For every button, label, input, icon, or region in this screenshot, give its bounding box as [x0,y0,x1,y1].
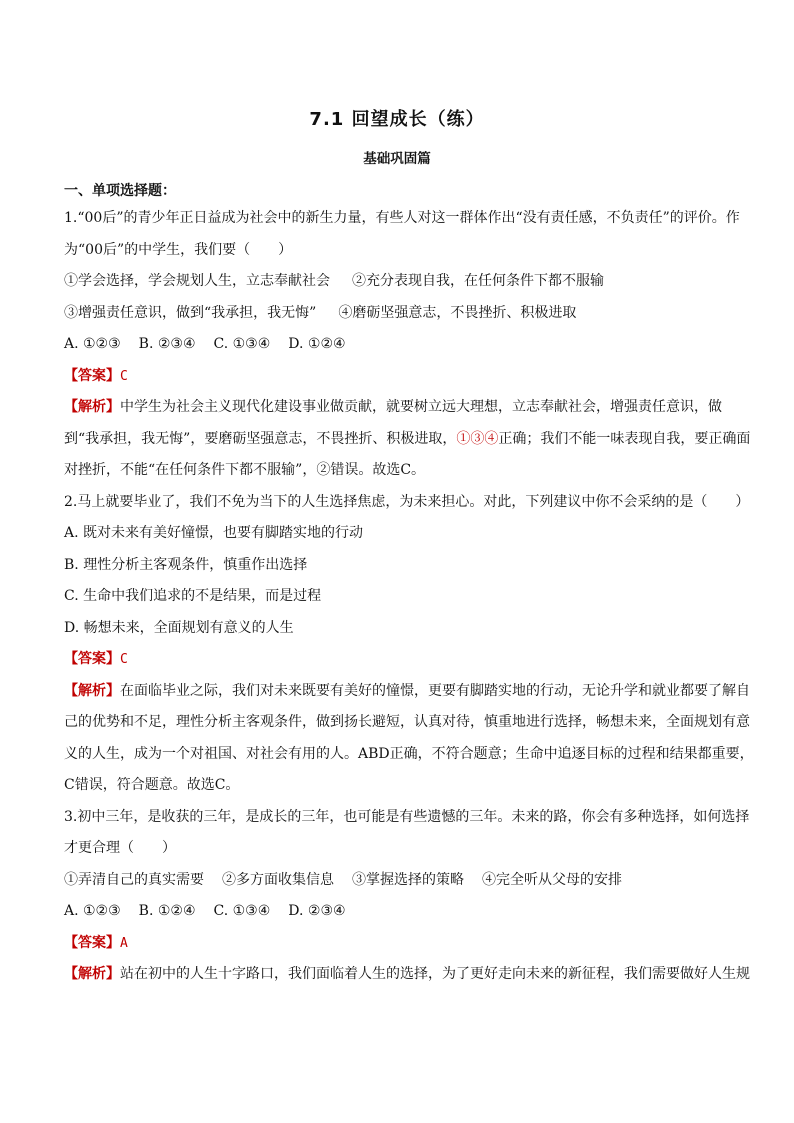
option-a: A. ①②③ [64,336,121,352]
option-a: A. 既对未来有美好憧憬，也要有脚踏实地的行动 [64,525,364,541]
option-c: C. ①③④ [213,336,271,352]
question-1-item-3: ③增强责任意识，做到“我承担，我无悔” [64,304,317,321]
question-1-item-4: ④磨砺坚强意志，不畏挫折、积极进取 [338,304,577,321]
question-3-item-4: ④完全听从父母的安排 [482,871,622,888]
question-3-analysis [64,959,754,991]
question-3-options [64,896,754,928]
analysis-tag: 【解析】 [64,399,120,415]
page-title: 7.1 回望成长（练） [309,109,485,130]
question-3-item-1: ①弄清自己的真实需要 [64,871,204,888]
question-1-item-1: ①学会选择，学会规划人生，立志奉献社会 [64,273,330,289]
page-subtitle: 基础巩固篇 [363,151,431,167]
question-1-items-row-2 [64,298,754,330]
analysis-tag: 【解析】 [64,682,120,699]
question-3-item-2: ②多方面收集信息 [222,871,334,888]
option-b: B. ②③④ [138,336,196,352]
answer-value: C [120,652,128,667]
option-d: D. 畅想未来，全面规划有意义的人生 [64,619,294,636]
option-d: D. ①②④ [288,336,346,352]
question-1-options [64,329,754,361]
question-1-item-2: ②充分表现自我，在任何条件下都不服输 [352,273,604,289]
question-1-analysis [64,392,754,487]
answer-tag: 【答案】 [64,367,120,384]
analysis-text-c: 正确；我们不能一味表现自我，要正确面对挫折，不能“在任何条件下都不服输”，②错误。故选C。 [64,430,751,478]
questions-body [64,203,754,991]
option-b: B. 理性分析主客观条件，慎重作出选择 [64,556,308,573]
analysis-highlight: ①③④ [456,430,499,447]
analysis-text: 站在初中的人生十字路口，我们面临着人生的选择，为了更好走向未来的新征程，我们需要做好人生规 [120,966,750,982]
option-a: A. ①②③ [64,903,121,919]
question-3-answer [64,928,754,960]
analysis-text: 在面临毕业之际，我们对未来既要有美好的憧憬，更要有脚踏实地的行动，无论升学和就业都要了解自己的优势和不足，理性分析主客观条件，做到扬长避短，认真对待，慎重地进行选择，畅想未来，全面规划有意义的人生，成为一个对祖国、对社会有用的人。ABD正确，不符合题意；生命中追逐目标的过程和结果都重要，C错误，符合题意。故选C。 [64,682,754,793]
question-3-item-3: ③掌握选择的策略 [352,871,464,888]
analysis-tag: 【解析】 [64,966,120,982]
question-1-items-row-1 [64,266,754,298]
question-3-stem: 3.初中三年，是收获的三年，是成长的三年，也可能是有些遗憾的三年。未来的路，你会有多种选择，如何选择才更合理（ ） [64,808,750,856]
option-b: B. ①②④ [138,903,196,919]
question-1-stem: 1.“00后”的青少年正日益成为社会中的新生力量，有些人对这一群体作出“没有责任感，不负责任”的评价。作为“00后”的中学生，我们要（ ） [64,210,740,258]
answer-value: C [120,368,128,384]
section-heading: 一、单项选择题： [64,183,176,199]
option-c: C. 生命中我们追求的不是结果，而是过程 [64,588,322,604]
answer-value: A [120,935,128,951]
question-2-stem: 2.马上就要毕业了，我们不免为当下的人生选择焦虑，为未来担心。对此，下列建议中你不会采纳的是（ ） [64,493,750,510]
question-1-answer [64,361,754,393]
option-d: D. ②③④ [288,903,346,919]
analysis-text-a: 中学生为社会主义现代化建设事业做贡献，就要树立远大理想，立志奉献社会，增强责任意识，做到“我承担，我无悔”，要磨砺坚强意志，不畏挫折、积极进取， [64,399,722,447]
question-2-analysis [64,676,754,802]
answer-tag: 【答案】 [64,934,120,951]
question-2-answer [64,644,754,676]
option-c: C. ①③④ [213,903,271,919]
question-3-items [64,865,754,897]
answer-tag: 【答案】 [64,651,120,667]
